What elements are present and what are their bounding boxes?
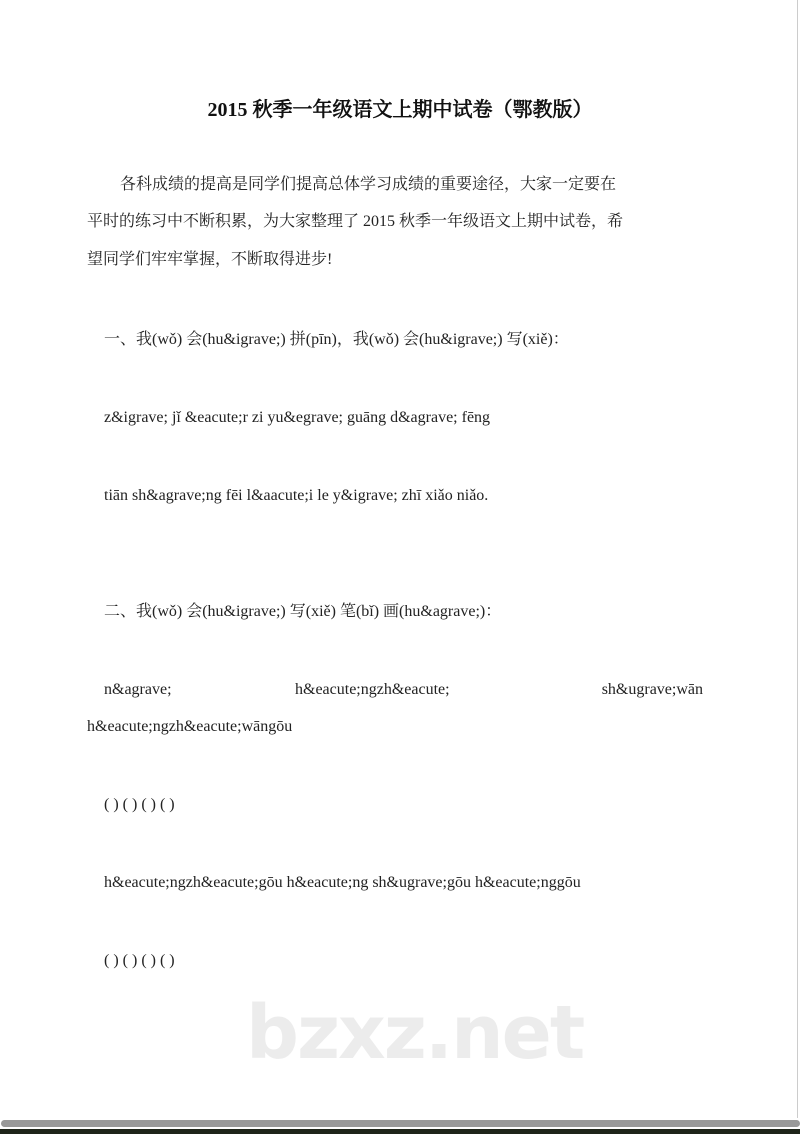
pinyin-line: tiān sh&agrave;ng fēi l&aacute;i le y&igrave; zhī xiǎo niǎo. (104, 487, 489, 504)
answer-blanks: ( ) ( ) ( ) ( ) (104, 952, 175, 969)
section1-heading: 一、我(wǒ) 会(hu&igrave;) 拼(pīn)，我(wǒ) 会(hu&igrave;) 写(xiě)： (104, 331, 569, 348)
watermark: bzxz.net (246, 990, 584, 1076)
stroke-name: h&eacute;ngzh&eacute;wāngōu (87, 718, 293, 735)
section2-heading: 二、我(wǒ) 会(hu&igrave;) 写(xiě) 笔(bǐ) 画(hu&agrave;)： (104, 603, 502, 620)
intro-line: 各科成绩的提高是同学们提高总体学习成绩的重要途径，大家一定要在 (120, 176, 617, 193)
stroke-name: sh&ugrave;wān (601, 681, 703, 698)
bottom-bar (0, 1129, 800, 1134)
intro-line: 望同学们牢牢掌握，不断取得进步! (87, 251, 333, 268)
stroke-name: h&eacute;ngzh&eacute; (295, 681, 450, 698)
intro-line: 平时的练习中不断积累，为大家整理了 2015 秋季一年级语文上期中试卷，希 (87, 213, 624, 230)
answer-blanks: ( ) ( ) ( ) ( ) (104, 796, 175, 813)
horizontal-scrollbar[interactable] (1, 1120, 800, 1127)
page-title: 2015 秋季一年级语文上期中试卷（鄂教版） (207, 99, 593, 121)
stroke-names: h&eacute;ngzh&eacute;gōu h&eacute;ng sh&ugrave;gōu h&eacute;nggōu (104, 874, 581, 891)
stroke-name: n&agrave; (104, 681, 172, 698)
pinyin-line: z&igrave; jǐ &eacute;r zi yu&egrave; guāng d&agrave; fēng (104, 409, 491, 426)
